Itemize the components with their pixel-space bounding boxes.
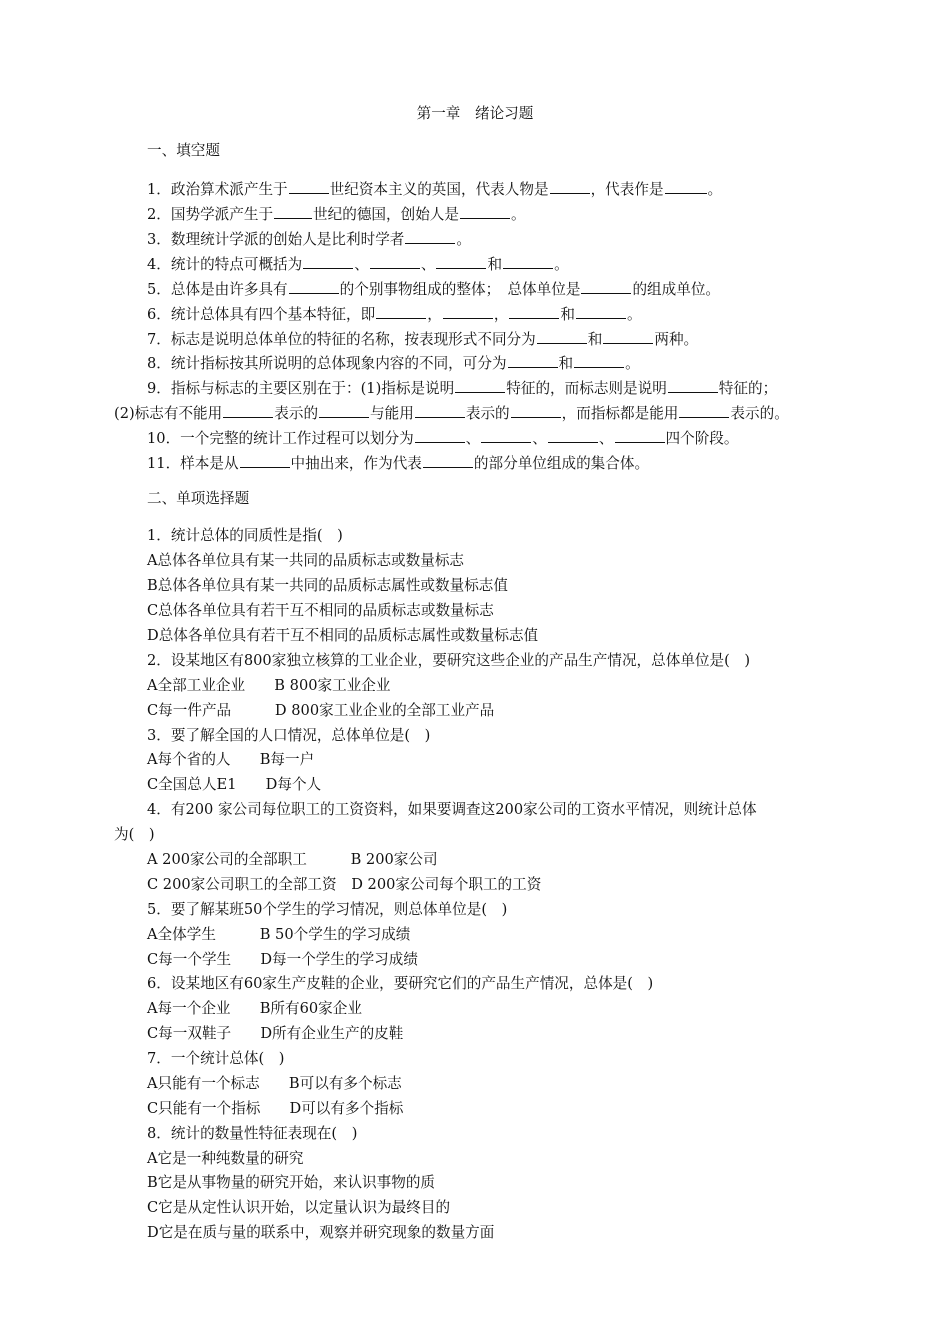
question-text: 2．国势学派产生于 bbox=[147, 206, 274, 223]
answer-blank[interactable] bbox=[615, 427, 665, 443]
choice-question-line bbox=[147, 1198, 450, 1218]
question-text: 。 bbox=[627, 306, 642, 323]
question-text: 。 bbox=[456, 231, 471, 248]
choice-question-line bbox=[147, 651, 750, 671]
answer-blank[interactable] bbox=[370, 253, 420, 269]
question-text: A 200家公司的全部职工 B 200家公司 bbox=[147, 851, 438, 868]
fill-in-question-line bbox=[147, 377, 777, 397]
question-text: C只能有一个指标 D可以有多个指标 bbox=[147, 1100, 404, 1117]
answer-blank[interactable] bbox=[665, 178, 707, 194]
answer-blank[interactable] bbox=[376, 303, 426, 319]
question-text: 表示的 bbox=[465, 405, 510, 422]
answer-blank[interactable] bbox=[436, 253, 486, 269]
answer-blank[interactable] bbox=[274, 203, 312, 219]
choice-question-line bbox=[147, 676, 390, 696]
choice-question-line bbox=[147, 974, 653, 994]
question-text: 的部分单位组成的集合体。 bbox=[473, 455, 650, 472]
question-text: 表示的。 bbox=[730, 405, 789, 422]
question-text: 的组成单位。 bbox=[632, 281, 721, 298]
question-text: B它是从事物量的研究开始，来认识事物的质 bbox=[147, 1174, 436, 1191]
answer-blank[interactable] bbox=[460, 203, 510, 219]
question-text: 表示的 bbox=[274, 405, 319, 422]
choice-question-line bbox=[147, 1149, 303, 1169]
choice-question-line bbox=[147, 775, 321, 795]
question-text: 为( ) bbox=[114, 826, 155, 843]
answer-blank[interactable] bbox=[503, 253, 553, 269]
answer-blank[interactable] bbox=[405, 228, 455, 244]
question-text: 8．统计指标按其所说明的总体现象内容的不同，可分为 bbox=[147, 355, 507, 372]
choice-question-line bbox=[147, 1049, 284, 1069]
choice-question-line bbox=[147, 999, 362, 1019]
choice-question-line bbox=[147, 750, 314, 770]
choice-question-line bbox=[147, 551, 464, 571]
answer-blank[interactable] bbox=[289, 278, 339, 294]
answer-blank[interactable] bbox=[668, 377, 718, 393]
answer-blank[interactable] bbox=[481, 427, 531, 443]
question-text: 11．样本是从 bbox=[147, 455, 239, 472]
choice-question-line bbox=[114, 825, 155, 845]
question-text: C 200家公司职工的全部工资 D 200家公司每个职工的工资 bbox=[147, 876, 542, 893]
question-text: 特征的，而标志则是说明 bbox=[506, 380, 667, 397]
question-text: A每个省的人 B每一户 bbox=[147, 751, 315, 768]
question-text: ，代表作是 bbox=[590, 181, 664, 198]
question-text: A总体各单位具有某一共同的品质标志或数量标志 bbox=[147, 552, 465, 569]
choice-question-line bbox=[147, 1223, 494, 1243]
choice-question-line bbox=[147, 526, 343, 546]
answer-blank[interactable] bbox=[576, 303, 626, 319]
choice-question-line bbox=[147, 1099, 403, 1119]
answer-blank[interactable] bbox=[550, 178, 590, 194]
answer-blank[interactable] bbox=[289, 178, 329, 194]
fill-in-question-line bbox=[114, 402, 789, 422]
question-text: C每一件产品 D 800家工业企业的全部工业产品 bbox=[147, 702, 495, 719]
fill-in-question-line bbox=[147, 303, 642, 323]
question-text: 、 bbox=[598, 430, 614, 447]
fill-in-question-line bbox=[147, 427, 738, 447]
question-text: 6．设某地区有60家生产皮鞋的企业，要研究它们的产品生产情况，总体是( ) bbox=[147, 975, 654, 992]
choice-question-line bbox=[147, 900, 507, 920]
question-text: 和 bbox=[587, 331, 603, 348]
answer-blank[interactable] bbox=[240, 452, 290, 468]
choice-question-line bbox=[147, 875, 541, 895]
fill-in-question-line bbox=[147, 178, 722, 198]
answer-blank[interactable] bbox=[443, 303, 493, 319]
question-text: 特征的； bbox=[718, 380, 778, 397]
question-text: D它是在质与量的联系中，观察并研究现象的数量方面 bbox=[147, 1224, 495, 1241]
question-text: 4．统计的特点可概括为 bbox=[147, 256, 303, 273]
choice-question-line bbox=[147, 950, 418, 970]
question-text: 4．有200 家公司每位职工的工资资料，如果要调查这200家公司的工资水平情况，则统计总体 bbox=[147, 801, 757, 818]
question-text: A全部工业企业 B 800家工业企业 bbox=[147, 677, 391, 694]
question-text: A只能有一个标志 B可以有多个标志 bbox=[147, 1075, 402, 1092]
answer-blank[interactable] bbox=[508, 352, 558, 368]
choice-question-line bbox=[147, 576, 508, 596]
question-text: 10．一个完整的统计工作过程可以划分为 bbox=[147, 430, 414, 447]
question-text: 5．总体是由许多具有 bbox=[147, 281, 288, 298]
question-text: 。 bbox=[625, 355, 640, 372]
choice-question-line bbox=[147, 1173, 435, 1193]
question-text: 。 bbox=[511, 206, 526, 223]
fill-in-question-line bbox=[147, 278, 720, 298]
question-text: 与能用 bbox=[370, 405, 414, 422]
question-text: 。 bbox=[554, 256, 569, 273]
choice-question-line bbox=[147, 850, 438, 870]
question-text: C每一双鞋子 D所有企业生产的皮鞋 bbox=[147, 1025, 404, 1042]
answer-blank[interactable] bbox=[574, 352, 624, 368]
question-text: 世纪资本主义的英国，代表人物是 bbox=[329, 181, 549, 198]
question-text: A每一个企业 B所有60家企业 bbox=[147, 1000, 362, 1017]
answer-blank[interactable] bbox=[509, 303, 559, 319]
question-text: C每一个学生 D每一个学生的学习成绩 bbox=[147, 951, 418, 968]
answer-blank[interactable] bbox=[303, 253, 353, 269]
question-text: 的个别事物组成的整体； 总体单位是 bbox=[339, 281, 581, 298]
answer-blank[interactable] bbox=[679, 402, 729, 418]
question-text: 。 bbox=[707, 181, 723, 198]
fill-in-question-line bbox=[147, 203, 526, 223]
question-text: (2)标志有不能用 bbox=[114, 405, 223, 422]
question-text: 1．统计总体的同质性是指( ) bbox=[147, 527, 343, 544]
question-text: 1．政治算术派产生于 bbox=[147, 181, 288, 198]
question-text: 和 bbox=[487, 256, 503, 273]
choice-question-line bbox=[147, 701, 494, 721]
question-text: C总体各单位具有若干互不相同的品质标志或数量标志 bbox=[147, 602, 494, 619]
choice-question-line bbox=[147, 726, 430, 746]
answer-blank[interactable] bbox=[423, 452, 473, 468]
question-text: A全体学生 B 50个学生的学习成绩 bbox=[147, 926, 411, 943]
question-text: 和 bbox=[558, 355, 574, 372]
question-text: C它是从定性认识开始，以定量认识为最终目的 bbox=[147, 1199, 451, 1216]
answer-blank[interactable] bbox=[537, 328, 587, 344]
question-text: 7．标志是说明总体单位的特征的名称，按表现形式不同分为 bbox=[147, 331, 536, 348]
fill-in-question-line bbox=[147, 452, 649, 472]
choice-question-line bbox=[147, 1074, 402, 1094]
question-text: 中抽出来，作为代表 bbox=[290, 455, 422, 472]
question-text: A它是一种纯数量的研究 bbox=[147, 1150, 304, 1167]
question-text: 5．要了解某班50个学生的学习情况，则总体单位是( ) bbox=[147, 901, 508, 918]
section-heading: 二、单项选择题 bbox=[147, 490, 250, 507]
question-text: 和 bbox=[560, 306, 576, 323]
choice-question-line bbox=[147, 626, 538, 646]
question-text: 、 bbox=[420, 256, 436, 273]
question-text: 2．设某地区有800家独立核算的工业企业，要研究这些企业的产品生产情况，总体单位是( ) bbox=[147, 652, 751, 669]
choice-question-line bbox=[147, 925, 410, 945]
question-text: C全国总人E1 D每个人 bbox=[147, 776, 322, 793]
question-text: 两种。 bbox=[654, 331, 699, 348]
question-text: 、 bbox=[465, 430, 481, 447]
question-text: ，而指标都是能用 bbox=[561, 405, 679, 422]
question-text: 、 bbox=[354, 256, 369, 273]
choice-question-line bbox=[147, 601, 494, 621]
answer-blank[interactable] bbox=[319, 402, 369, 418]
question-text: 、 bbox=[532, 430, 547, 447]
answer-blank[interactable] bbox=[415, 402, 465, 418]
question-text: ， bbox=[427, 306, 442, 323]
question-text: 3．数理统计学派的创始人是比利时学者 bbox=[147, 231, 405, 248]
answer-blank[interactable] bbox=[415, 427, 465, 443]
question-text: 6．统计总体具有四个基本特征，即 bbox=[147, 306, 376, 323]
choice-question-line bbox=[147, 1124, 357, 1144]
answer-blank[interactable] bbox=[223, 402, 273, 418]
question-text: 世纪的德国，创始人是 bbox=[313, 206, 459, 223]
answer-blank[interactable] bbox=[603, 328, 653, 344]
section-heading: 一、填空题 bbox=[147, 142, 220, 159]
chapter-title: 第一章 绪论习题 bbox=[416, 105, 534, 122]
answer-blank[interactable] bbox=[455, 377, 505, 393]
question-text: D总体各单位具有若干互不相同的品质标志属性或数量标志值 bbox=[147, 627, 539, 644]
fill-in-question-line bbox=[147, 253, 569, 273]
question-text: 四个阶段。 bbox=[665, 430, 739, 447]
fill-in-question-line bbox=[147, 228, 471, 248]
fill-in-question-line bbox=[147, 352, 640, 372]
choice-question-line bbox=[147, 1024, 403, 1044]
question-text: ， bbox=[493, 306, 509, 323]
answer-blank[interactable] bbox=[581, 278, 631, 294]
question-text: B总体各单位具有某一共同的品质标志属性或数量标志值 bbox=[147, 577, 508, 594]
question-text: 7．一个统计总体( ) bbox=[147, 1050, 285, 1067]
answer-blank[interactable] bbox=[548, 427, 598, 443]
question-text: 9．指标与标志的主要区别在于：(1)指标是说明 bbox=[147, 380, 455, 397]
answer-blank[interactable] bbox=[511, 402, 561, 418]
choice-question-line bbox=[147, 800, 757, 820]
question-text: 8．统计的数量性特征表现在( ) bbox=[147, 1125, 358, 1142]
fill-in-question-line bbox=[147, 328, 698, 348]
question-text: 3．要了解全国的人口情况，总体单位是( ) bbox=[147, 727, 431, 744]
